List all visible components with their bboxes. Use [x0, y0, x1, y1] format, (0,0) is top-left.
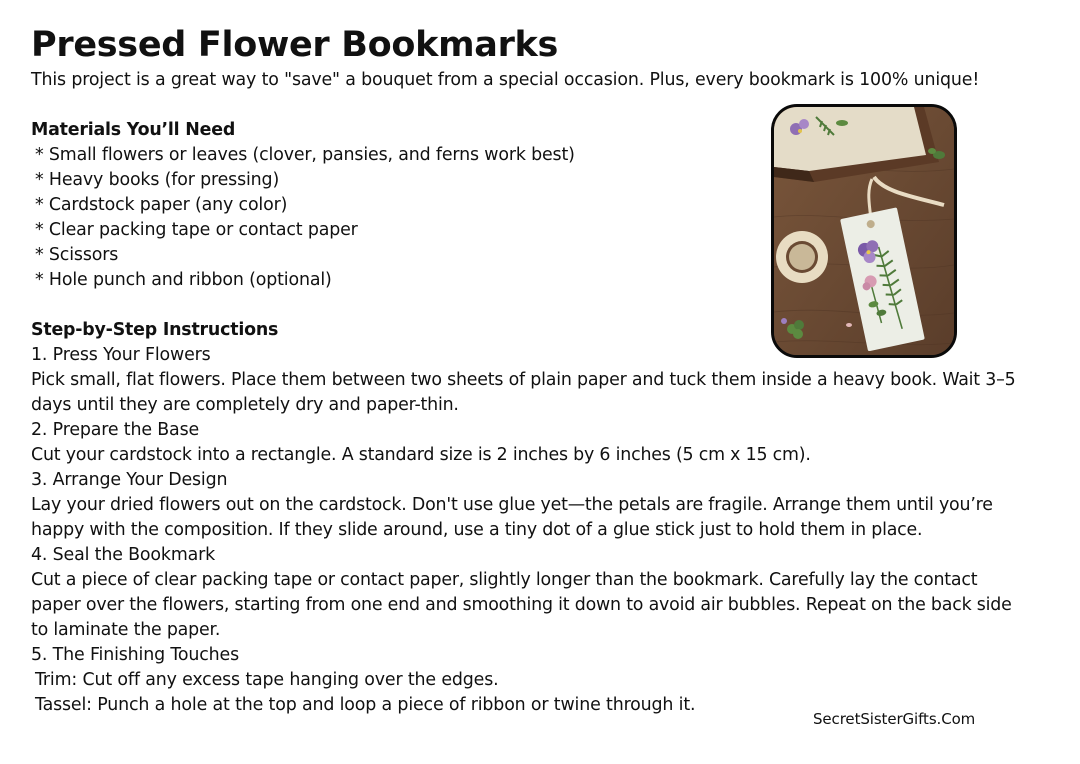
- step-title: 1. Press Your Flowers: [31, 345, 211, 365]
- list-item: * Scissors: [35, 245, 119, 265]
- step-body: Lay your dried flowers out on the cardstock. Don't use glue yet—the petals are fragile. Arrange them until you’re happy with the composition. If they slide around, use a tiny dot of a glue stick just to hold them in place.: [31, 495, 993, 540]
- tip-trim: Trim: Cut off any excess tape hanging over the edges.: [35, 670, 499, 690]
- intro-paragraph: This project is a great way to "save" a bouquet from a special occasion. Plus, every bookmark is 100% unique!: [31, 70, 980, 90]
- step-body: Pick small, flat flowers. Place them between two sheets of plain paper and tuck them inside a heavy book. Wait 3–5 days until they are completely dry and paper-thin.: [31, 370, 1016, 415]
- step-title: 3. Arrange Your Design: [31, 470, 228, 490]
- bookmark-photo: [771, 104, 957, 358]
- tip-tassel: Tassel: Punch a hole at the top and loop a piece of ribbon or twine through it.: [35, 695, 696, 715]
- step-body: Cut a piece of clear packing tape or contact paper, slightly longer than the bookmark. Carefully lay the contact paper over the flowers, starting from one end and smoothing it down to avoid air bubbles. Repeat on the back side to laminate the paper.: [31, 570, 1012, 640]
- step-title: 4. Seal the Bookmark: [31, 545, 216, 565]
- step-title: 2. Prepare the Base: [31, 420, 200, 440]
- page-title: Pressed Flower Bookmarks: [31, 25, 559, 65]
- bookmark-photo-illustration: [774, 107, 954, 355]
- step-title: 5. The Finishing Touches: [31, 645, 239, 665]
- list-item: * Heavy books (for pressing): [35, 170, 280, 190]
- list-item: * Clear packing tape or contact paper: [35, 220, 358, 240]
- instructions-section: [31, 318, 1051, 718]
- materials-heading: Materials You’ll Need: [31, 120, 236, 140]
- footer-site-url: SecretSisterGifts.Com: [813, 710, 976, 728]
- instructions-heading: Step-by-Step Instructions: [31, 320, 279, 340]
- list-item: * Cardstock paper (any color): [35, 195, 288, 215]
- list-item: * Small flowers or leaves (clover, pansies, and ferns work best): [35, 145, 575, 165]
- list-item: * Hole punch and ribbon (optional): [35, 270, 332, 290]
- step-body: Cut your cardstock into a rectangle. A standard size is 2 inches by 6 inches (5 cm x 15 cm).: [31, 445, 811, 465]
